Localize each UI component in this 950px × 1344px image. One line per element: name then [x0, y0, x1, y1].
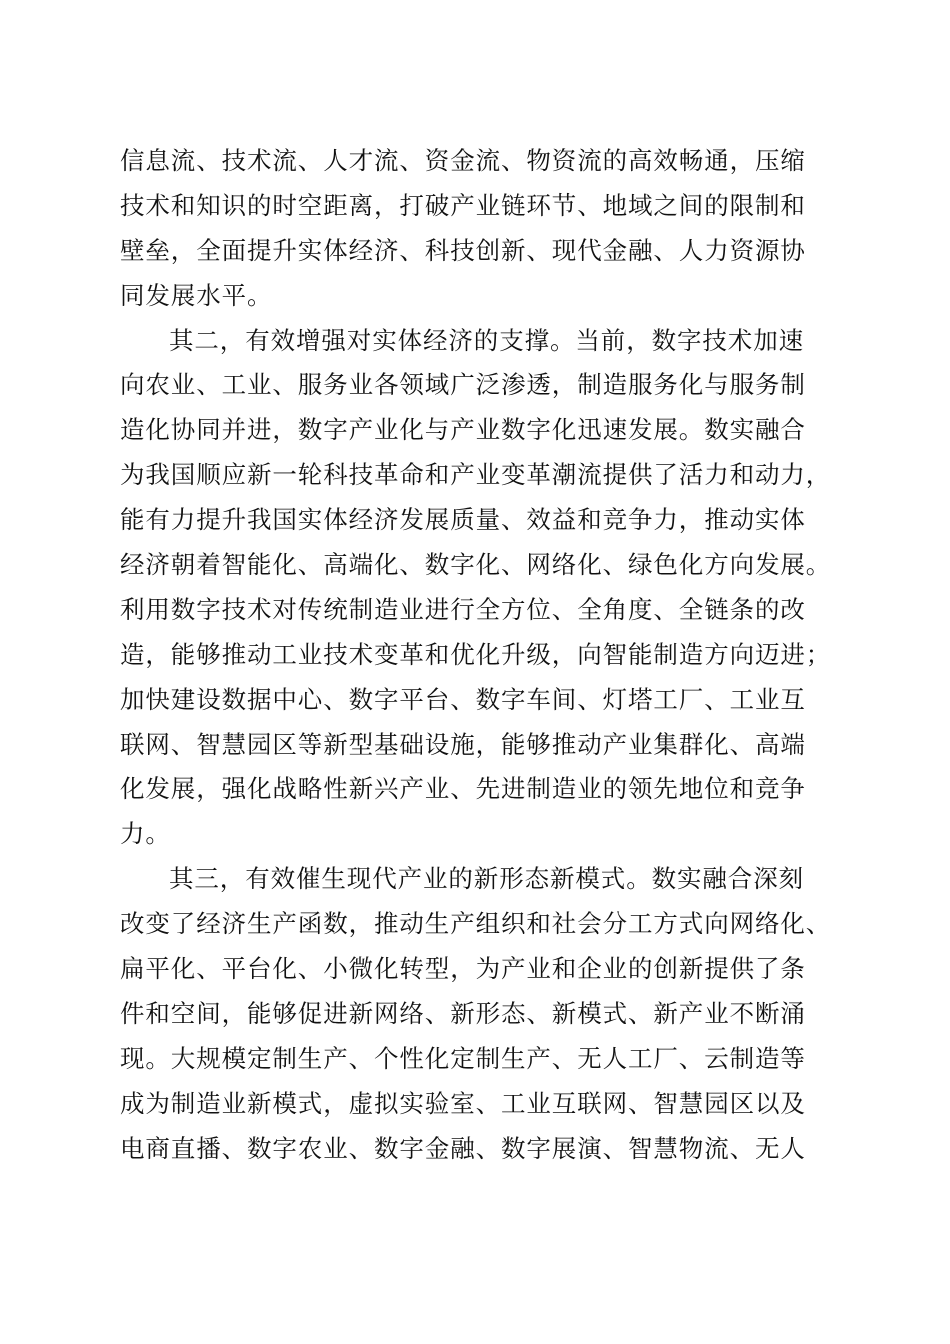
text-line: 加快建设数据中心、数字平台、数字车间、灯塔工厂、工业互	[120, 684, 806, 714]
text-line: 同发展水平。	[120, 280, 273, 310]
text-line: 向农业、工业、服务业各领域广泛渗透，制造服务化与服务制	[120, 370, 806, 400]
text-line: 造化协同并进，数字产业化与产业数字化迅速发展。数实融合	[120, 415, 806, 445]
text-line: 利用数字技术对传统制造业进行全方位、全角度、全链条的改	[120, 594, 806, 624]
text-line: 联网、智慧园区等新型基础设施，能够推动产业集群化、高端	[120, 729, 806, 759]
text-line: 造，能够推动工业技术变革和优化升级，向智能制造方向迈进；	[120, 639, 832, 669]
text-line: 信息流、技术流、人才流、资金流、物资流的高效畅通，压缩	[120, 146, 806, 175]
text-line: 电商直播、数字农业、数字金融、数字展演、智慧物流、无人	[120, 1133, 806, 1163]
text-line: 扁平化、平台化、小微化转型，为产业和企业的创新提供了条	[120, 954, 806, 984]
text-line: 现。大规模定制生产、个性化定制生产、无人工厂、云制造等	[120, 1043, 806, 1073]
text-line: 壁垒，全面提升实体经济、科技创新、现代金融、人力资源协	[120, 235, 806, 265]
text-line: 化发展，强化战略性新兴产业、先进制造业的领先地位和竞争	[120, 774, 806, 804]
text-line: 为我国顺应新一轮科技革命和产业变革潮流提供了活力和动力，	[120, 460, 832, 490]
text-line: 技术和知识的时空距离，打破产业链环节、地域之间的限制和	[120, 190, 806, 220]
text-line: 改变了经济生产函数，推动生产组织和社会分工方式向网络化、	[120, 909, 832, 939]
paragraph-continued	[120, 139, 830, 319]
paragraph-third	[120, 857, 830, 1171]
text-line: 力。	[120, 819, 171, 849]
paragraph-second	[120, 319, 830, 858]
text-line: 能有力提升我国实体经济发展质量、效益和竞争力，推动实体	[120, 505, 806, 535]
text-line: 其二，有效增强对实体经济的支撑。当前，数字技术加速	[169, 325, 804, 355]
body-text	[120, 139, 830, 1171]
text-line: 件和空间，能够促进新网络、新形态、新模式、新产业不断涌	[120, 998, 806, 1028]
text-line: 经济朝着智能化、高端化、数字化、网络化、绿色化方向发展。	[120, 550, 832, 580]
text-line: 其三，有效催生现代产业的新形态新模式。数实融合深刻	[169, 864, 804, 894]
text-line: 成为制造业新模式，虚拟实验室、工业互联网、智慧园区以及	[120, 1088, 806, 1118]
